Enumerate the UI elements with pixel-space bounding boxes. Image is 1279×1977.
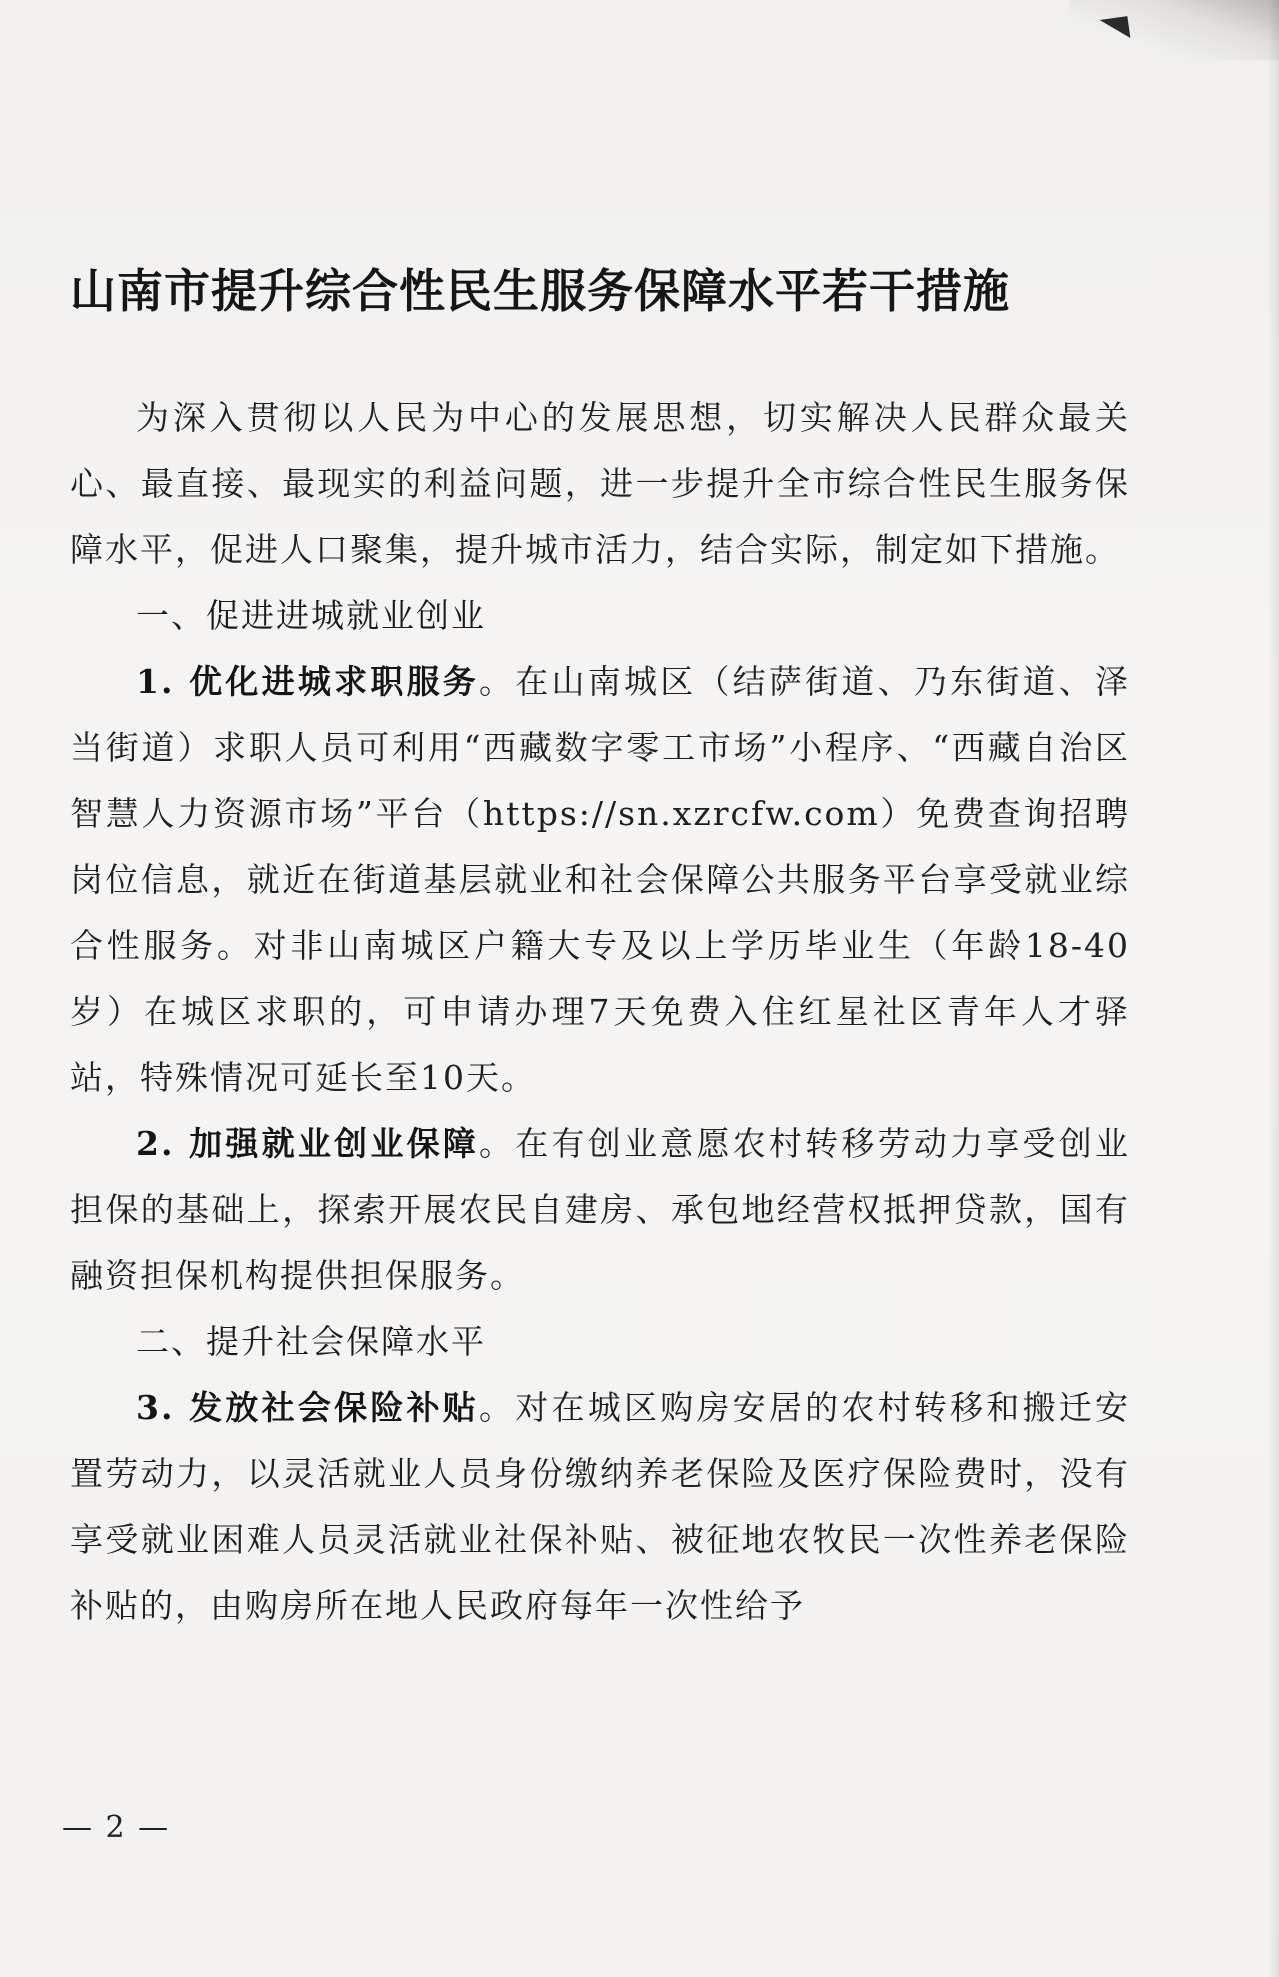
section-heading-1: 一、促进进城就业创业 — [136, 596, 486, 635]
page-number: — 2 — — [62, 1810, 171, 1845]
page-edge-shadow — [1267, 0, 1279, 1977]
item-text-2: 。在有创业意愿农村转移劳动力享受创业担保的基础上，探索开展农民自建房、承包地经营权抵押贷款，国有融资担保机构提供担保服务。 — [70, 1124, 1131, 1295]
item-heading-1: 1. 优化进城求职服务 — [136, 662, 480, 701]
item-heading-2: 2. 加强就业创业保障 — [136, 1124, 480, 1163]
section-heading-2: 二、提升社会保障水平 — [136, 1322, 486, 1361]
item-text-1: 。在山南城区（结萨街道、乃东街道、泽当街道）求职人员可利用“西藏数字零工市场”小程序、“西藏自治区智慧人力资源市场”平台（https://sn.xzrcfw.com）免费查询招聘岗位信息，就近在街道基层就业和社会保障公共服务平台享受就业综合性服务。对非山南城区户籍大专及以上学历毕业生（年龄18-40岁）在城区求职的，可申请办理7天免费入住红星社区青年人才驿站，特殊情况可延长至10天。 — [70, 662, 1131, 1097]
item-paragraph-3 — [70, 1375, 1130, 1639]
item-text-3: 。对在城区购房安居的农村转移和搬迁安置劳动力，以灵活就业人员身份缴纳养老保险及医疗保险费时，没有享受就业困难人员灵活就业社保补贴、被征地农牧民一次性养老保险补贴的，由购房所在地人民政府每年一次性给予 — [70, 1388, 1131, 1625]
document-body — [70, 385, 1130, 1639]
intro-paragraph: 为深入贯彻以人民为中心的发展思想，切实解决人民群众最关心、最直接、最现实的利益问题，进一步提升全市综合性民生服务保障水平，促进人口聚集，提升城市活力，结合实际，制定如下措施。 — [70, 398, 1130, 569]
item-paragraph-1 — [70, 649, 1130, 1111]
document-title: 山南市提升综合性民生服务保障水平若干措施 — [70, 264, 1010, 318]
item-paragraph-2 — [70, 1111, 1130, 1309]
page-corner-mark — [1100, 16, 1131, 42]
item-heading-3: 3. 发放社会保险补贴 — [136, 1388, 480, 1427]
